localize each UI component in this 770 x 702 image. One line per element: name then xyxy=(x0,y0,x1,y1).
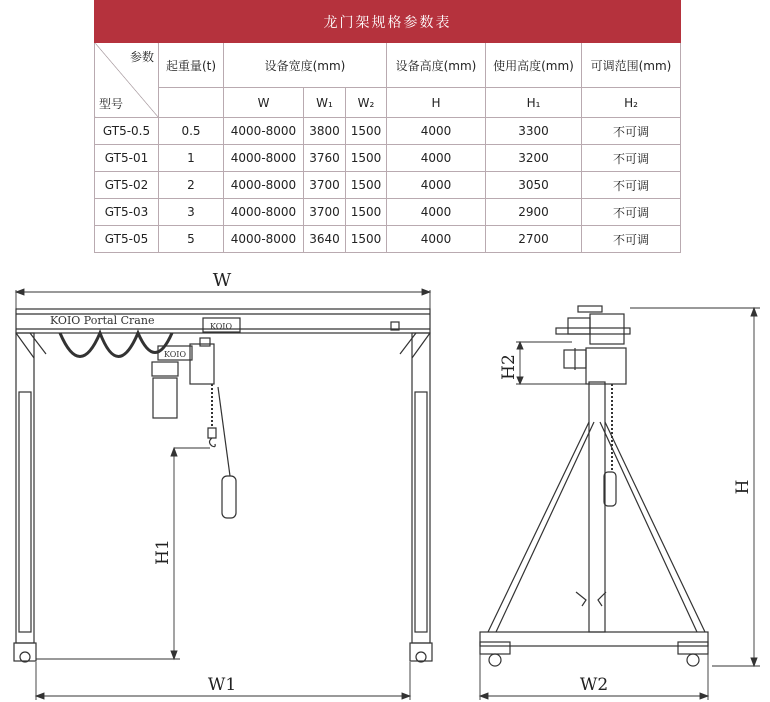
subheader-w2: W₂ xyxy=(346,88,387,118)
cell-model: GT5-0.5 xyxy=(95,118,159,145)
cell-model: GT5-02 xyxy=(95,172,159,199)
cell-h: 4000 xyxy=(387,145,486,172)
left-leg xyxy=(14,333,46,662)
right-leg xyxy=(400,333,432,662)
dimension-h-label: H xyxy=(733,479,753,495)
subheader-h: H xyxy=(387,88,486,118)
header-width: 设备宽度(mm) xyxy=(224,43,387,88)
cell-w: 4000-8000 xyxy=(224,199,304,226)
corner-model-label: 型号 xyxy=(99,97,124,111)
cell-w1: 3760 xyxy=(304,145,346,172)
table-row xyxy=(95,172,681,199)
cell-h2: 不可调 xyxy=(582,172,681,199)
subheader-w: W xyxy=(224,88,304,118)
hoist-brand: KOIO xyxy=(163,350,187,359)
cell-capacity: 0.5 xyxy=(159,118,224,145)
hook xyxy=(208,428,216,447)
braces xyxy=(488,422,705,632)
cell-w2: 1500 xyxy=(346,145,387,172)
table-title-row xyxy=(95,1,681,43)
cell-capacity: 1 xyxy=(159,145,224,172)
cell-w1: 3700 xyxy=(304,172,346,199)
table-row xyxy=(95,118,681,145)
subheader-h2: H₂ xyxy=(582,88,681,118)
pendant-cable xyxy=(218,387,230,476)
corner-param-label: 参数 xyxy=(129,50,154,64)
cell-capacity: 3 xyxy=(159,199,224,226)
cell-w2: 1500 xyxy=(346,226,387,253)
cell-w2: 1500 xyxy=(346,199,387,226)
spec-table xyxy=(94,0,681,253)
dimension-w1-label: W1 xyxy=(207,675,237,695)
side-view xyxy=(480,306,760,700)
festoon-cable xyxy=(60,333,172,357)
table-title: 龙门架规格参数表 xyxy=(95,1,681,43)
brace-clamp xyxy=(576,592,606,606)
dimension-h1 xyxy=(36,448,210,659)
cell-w1: 3640 xyxy=(304,226,346,253)
subheader-h1: H₁ xyxy=(486,88,582,118)
side-hoist xyxy=(556,306,630,384)
cell-h: 4000 xyxy=(387,226,486,253)
cell-h1: 2700 xyxy=(486,226,582,253)
dimension-h2 xyxy=(516,342,588,384)
cell-w: 4000-8000 xyxy=(224,226,304,253)
header-capacity: 起重量(t) xyxy=(159,43,224,88)
dimension-h2-label: H2 xyxy=(499,354,519,380)
cell-model: GT5-03 xyxy=(95,199,159,226)
front-view xyxy=(14,270,432,700)
cell-model: GT5-05 xyxy=(95,226,159,253)
subheader-w1: W₁ xyxy=(304,88,346,118)
cell-w1: 3700 xyxy=(304,199,346,226)
cell-h1: 2900 xyxy=(486,199,582,226)
trolley-brand: KOIO xyxy=(209,322,233,331)
cell-w: 4000-8000 xyxy=(224,145,304,172)
cell-h2: 不可调 xyxy=(582,199,681,226)
cell-w2: 1500 xyxy=(346,118,387,145)
cell-h1: 3200 xyxy=(486,145,582,172)
cell-w: 4000-8000 xyxy=(224,118,304,145)
subheader-empty xyxy=(159,88,224,118)
header-height: 设备高度(mm) xyxy=(387,43,486,88)
table-header-row xyxy=(95,43,681,88)
cell-model: GT5-01 xyxy=(95,145,159,172)
side-controller xyxy=(604,472,616,506)
cell-w2: 1500 xyxy=(346,172,387,199)
dimension-w-label: W xyxy=(212,270,232,291)
dimension-w2-label: W2 xyxy=(579,675,609,695)
header-use-height: 使用高度(mm) xyxy=(486,43,582,88)
cell-h2: 不可调 xyxy=(582,226,681,253)
table-row xyxy=(95,226,681,253)
beam-text: KOIO Portal Crane xyxy=(50,314,155,327)
cell-h: 4000 xyxy=(387,172,486,199)
cell-h1: 3300 xyxy=(486,118,582,145)
corner-cell xyxy=(95,43,159,118)
cell-capacity: 5 xyxy=(159,226,224,253)
cell-capacity: 2 xyxy=(159,172,224,199)
side-base xyxy=(480,632,708,666)
cell-h: 4000 xyxy=(387,118,486,145)
dimension-h1-label: H1 xyxy=(153,539,173,565)
table-row xyxy=(95,199,681,226)
pendant-controller xyxy=(222,476,236,518)
cell-w1: 3800 xyxy=(304,118,346,145)
mast xyxy=(589,382,605,632)
table-subheader-row xyxy=(95,88,681,118)
cell-h2: 不可调 xyxy=(582,145,681,172)
cell-h2: 不可调 xyxy=(582,118,681,145)
cell-h1: 3050 xyxy=(486,172,582,199)
cell-w: 4000-8000 xyxy=(224,172,304,199)
cell-h: 4000 xyxy=(387,199,486,226)
header-range: 可调范围(mm) xyxy=(582,43,681,88)
gantry-crane-drawing xyxy=(0,262,770,702)
table-row xyxy=(95,145,681,172)
